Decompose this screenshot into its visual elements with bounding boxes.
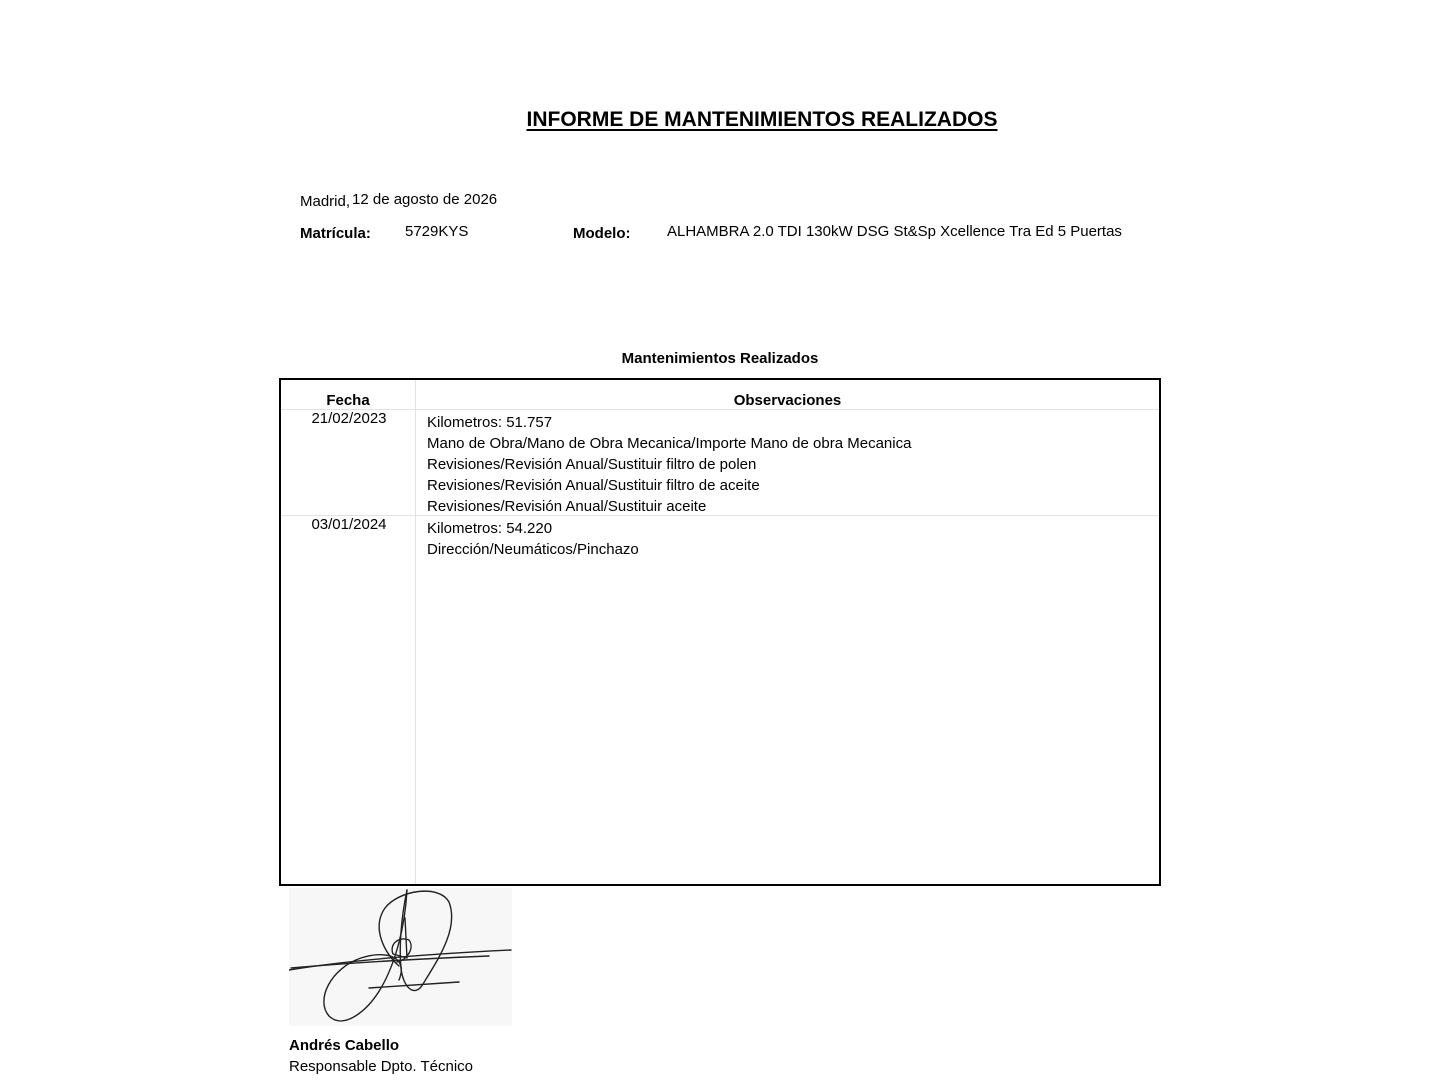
report-date: 12 de agosto de 2026: [352, 191, 498, 208]
signer-role: Responsable Dpto. Técnico: [289, 1058, 473, 1075]
observation-line: Kilometros: 54.220: [427, 520, 553, 537]
observation-line: Mano de Obra/Mano de Obra Mecanica/Importe Mano de obra Mecanica: [427, 435, 912, 452]
handwritten-signature: [289, 888, 512, 1026]
model-value: ALHAMBRA 2.0 TDI 130kW DSG St&Sp Xcellence Tra Ed 5 Puertas: [667, 223, 1122, 240]
signature-image: [289, 888, 512, 1026]
observation-line: Revisiones/Revisión Anual/Sustituir filtro de polen: [427, 456, 757, 473]
row-date: 03/01/2024: [311, 516, 387, 533]
row-date: 21/02/2023: [311, 410, 387, 427]
city: Madrid,: [300, 193, 351, 210]
maintenance-table: [279, 378, 1161, 886]
row-observations: [427, 518, 639, 560]
header-observations: Observaciones: [733, 392, 842, 409]
signer-name: Andrés Cabello: [289, 1037, 400, 1054]
model-label: Modelo:: [573, 225, 631, 242]
document-title: INFORME DE MANTENIMIENTOS REALIZADOS: [526, 108, 998, 131]
observation-line: Kilometros: 51.757: [427, 414, 553, 431]
observation-line: Dirección/Neumáticos/Pinchazo: [427, 541, 639, 558]
plate-value: 5729KYS: [405, 223, 469, 240]
row-observations: [427, 412, 911, 517]
header-date: Fecha: [326, 392, 370, 409]
observation-line: Revisiones/Revisión Anual/Sustituir aceite: [427, 498, 707, 515]
plate-label: Matrícula:: [300, 225, 371, 242]
column-divider: [415, 380, 416, 884]
table-caption: Mantenimientos Realizados: [621, 350, 819, 367]
observation-line: Revisiones/Revisión Anual/Sustituir filtro de aceite: [427, 477, 760, 494]
